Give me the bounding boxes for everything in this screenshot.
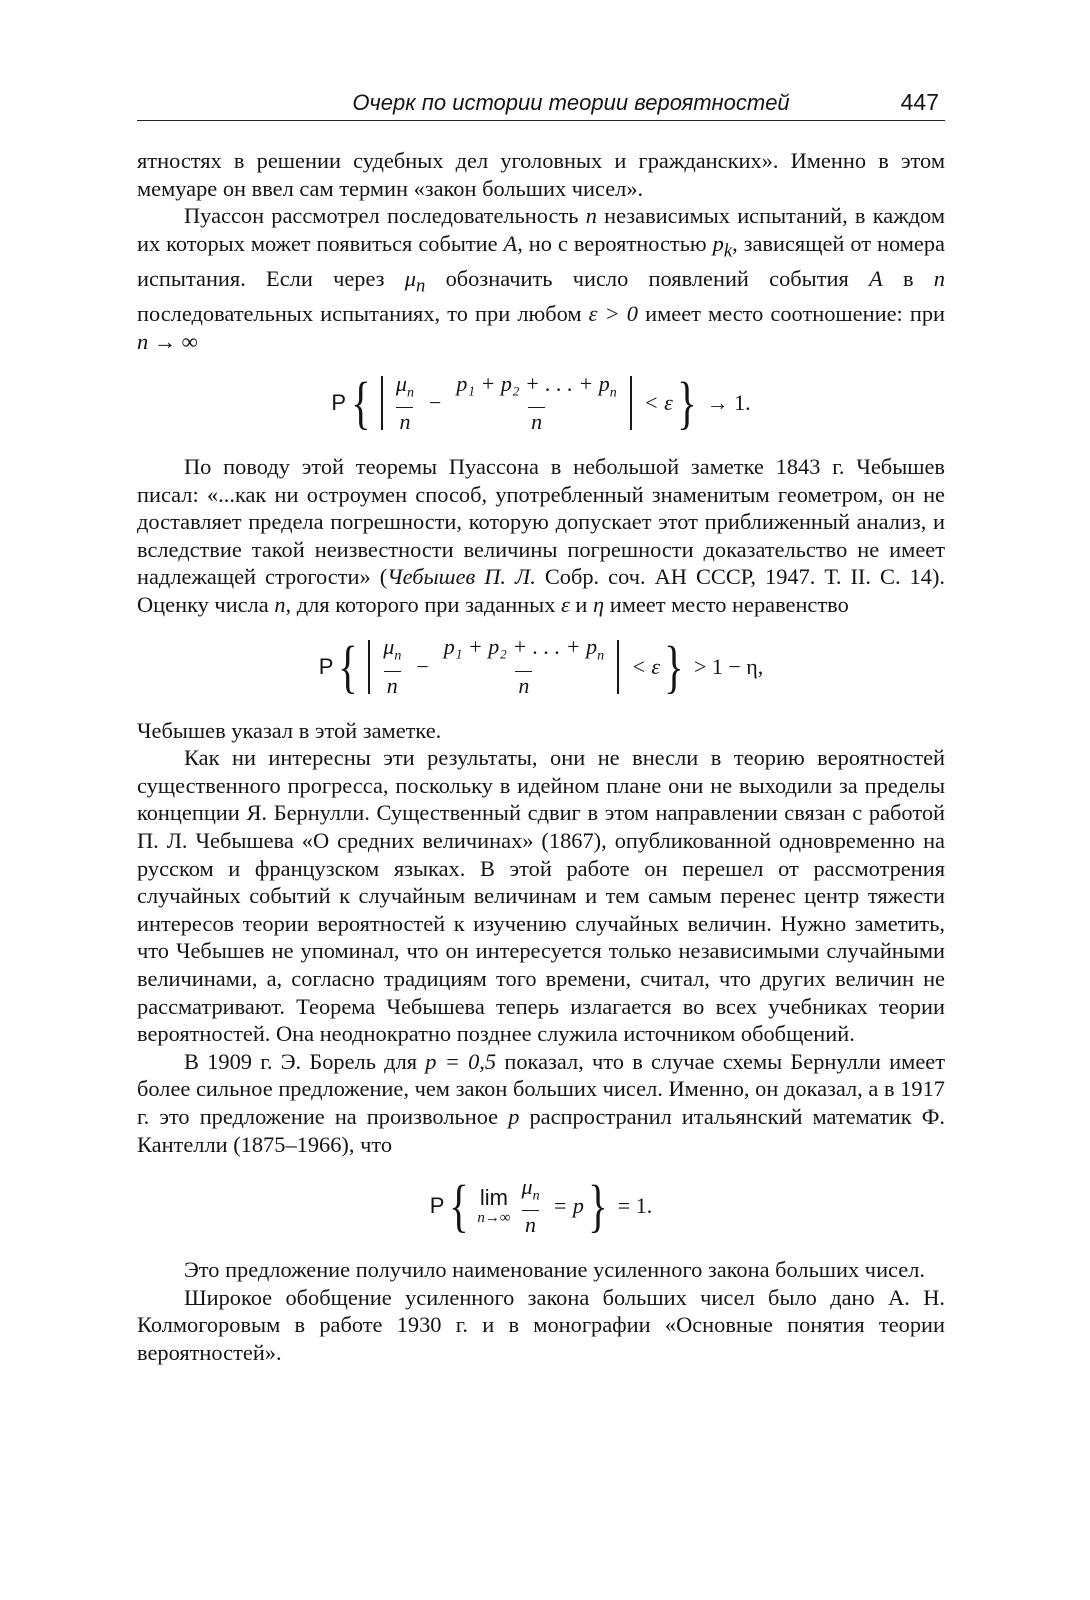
math-denominator: n <box>396 407 413 434</box>
math-subscript: n <box>406 385 414 401</box>
text-run: Пуассон рассмотрел последовательность <box>184 203 586 229</box>
formula-poisson <box>137 365 945 441</box>
fraction-mu-n <box>519 1175 543 1237</box>
paragraph-5: Как ни интересны эти результаты, они не внесли в теорию вероятностей существенного прогресса, поскольку в идейном плане они не выходили за пределы концепции Я. Бернулли. Существенный сдвиг в этом направлении связан с работой П. Л. Чебышева «О средних величинах» (1867), опубликованной одновременно на русском и французском языках. В этой работе он перешел от рассмотрения случайных событий к случайным величинам и тем самым перенес центр тяжести интересов теории вероятностей к изучению случайных величин. Нужно заметить, что Чебышев не упоминал, что он интересуется только независимыми случайными величинами, а, согласно традициям того времени, считал, что других величин не рассматривают. Теорема Чебышева теперь излагается во всех учебниках теории вероятностей. Она неоднократно позднее служила источником обобщений. <box>137 745 945 1047</box>
limit-operator <box>477 1186 510 1226</box>
fraction-sum <box>441 635 607 697</box>
math-sum: p₁ + p₂ + . . . + p <box>443 634 598 660</box>
formula-strong-law <box>137 1168 945 1244</box>
math-p-value: p = 0,5 <box>425 1048 497 1074</box>
left-brace: { <box>338 633 359 699</box>
math-subscript: n <box>609 385 617 401</box>
text-run: Собр. соч. АН СССР, 1947. Т. II. С. 14). Оценку числа <box>137 564 946 618</box>
math-tail: > 1 − η, <box>693 653 764 679</box>
text-run: и <box>569 592 594 618</box>
paragraph-8: Широкое обобщение усиленного закона больших чисел было дано А. Н. Колмогоровым в работе 1930 г. и в монографии «Основные понятия теории вероятностей». <box>137 1284 945 1365</box>
left-brace: { <box>449 1173 470 1239</box>
paragraph-4: Чебышев указал в этой заметке. <box>137 717 442 743</box>
text-run: По поводу этой теоремы Пуассона в небольшой заметке 1843 г. Чебышев писал: «...как ни остроумен способ, употребленный знаменитым геометром, он не доставляет предела погрешности, которую допускает этот приближенный анализ, и вследствие такой неизвестности величины погрешности доказательство не имеет надлежащей строгости» ( <box>137 454 945 590</box>
paragraph-2 <box>137 202 945 355</box>
page-number: 447 <box>900 89 939 115</box>
text-run: в <box>882 265 934 291</box>
abs-bar <box>617 640 619 694</box>
text-run: независимых испытаний, в каждом их которых может появиться событие <box>137 203 945 256</box>
right-brace: } <box>664 633 684 699</box>
minus-sign: − <box>416 653 429 679</box>
fraction-mu-n <box>393 372 417 434</box>
math-relation: = p <box>552 1193 584 1219</box>
math-tail: → 1. <box>706 390 751 416</box>
running-title: Очерк по истории теории вероятностей <box>352 90 790 115</box>
math-n: n <box>274 592 286 618</box>
lim-word: lim <box>479 1185 508 1211</box>
math-mu: μ <box>404 265 417 291</box>
math-relation: < ε <box>631 653 661 679</box>
abs-bar <box>381 376 383 430</box>
math-denominator: n <box>515 671 532 698</box>
math-subscript: k <box>723 240 733 262</box>
text-run: показал, что в случае схемы Бернулли имеет более сильное предложение, чем закон больших чисел. Именно, он доказал, а в 1917 г. это предложение на произвольное <box>137 1048 945 1129</box>
text-run: имеет место неравенство <box>604 592 849 618</box>
math-epsilon: ε > 0 <box>588 300 638 326</box>
abs-bar <box>630 376 632 430</box>
lim-subscript: n→∞ <box>477 1210 511 1227</box>
math-denominator: n <box>522 1210 539 1237</box>
prob-symbol: P <box>318 653 334 679</box>
math-subscript: n <box>597 648 605 664</box>
math-mu: μ <box>521 1173 533 1199</box>
paragraph-6 <box>137 1048 945 1158</box>
math-denominator: n <box>384 671 401 698</box>
paragraph-7: Это предложение получило наименование усиленного закона больших чисел. <box>184 1257 925 1283</box>
page-header <box>137 86 945 121</box>
text-run: последовательных испытаниях, то при любом <box>137 300 589 326</box>
prob-symbol: P <box>429 1193 445 1219</box>
text-run: обозначить число появлений события <box>425 265 870 291</box>
fraction-sum <box>453 372 619 434</box>
math-p: p <box>508 1103 520 1129</box>
math-A: A <box>869 265 883 291</box>
right-brace: } <box>588 1173 608 1239</box>
text-run: , зависящей от номера испытания. Если через <box>137 230 945 291</box>
text-run: В 1909 г. Э. Борель для <box>184 1048 426 1074</box>
math-subscript: n <box>394 648 402 664</box>
math-denominator: n <box>528 407 545 434</box>
math-mu: μ <box>395 370 407 396</box>
math-subscript: n <box>416 275 426 297</box>
math-eta: η <box>593 592 605 618</box>
text-run: , для которого при заданных <box>285 592 561 618</box>
minus-sign: − <box>428 390 442 416</box>
text-run: распространил итальянский математик Ф. Кантелли (1875–1966), что <box>137 1103 945 1157</box>
paragraph-1: ятностях в решении судебных дел уголовных и гражданских». Именно в этом мемуаре он ввел сам термин «закон больших чисел». <box>137 148 945 201</box>
text-run: имеет место соотношение: при <box>638 300 945 326</box>
math-tail: = 1. <box>617 1193 653 1219</box>
math-p: p <box>712 230 724 256</box>
math-mu: μ <box>383 634 395 660</box>
paragraph-3 <box>137 453 945 619</box>
right-brace: } <box>676 370 697 436</box>
body-text <box>137 147 945 1367</box>
math-limit: n → ∞ <box>137 328 198 354</box>
left-brace: { <box>351 370 371 436</box>
math-A: A <box>503 230 518 256</box>
math-n: n <box>585 203 597 229</box>
prob-symbol: P <box>331 390 347 416</box>
formula-chebyshev <box>137 629 945 705</box>
math-n: n <box>933 265 945 291</box>
math-sum: p₁ + p₂ + . . . + p <box>456 370 610 396</box>
fraction-mu-n <box>380 635 404 697</box>
text-run: , но с вероятностью <box>517 230 713 256</box>
math-subscript: n <box>532 1188 540 1204</box>
abs-bar <box>368 640 370 694</box>
citation-author: Чебышев П. Л. <box>387 564 536 590</box>
math-epsilon: ε <box>561 592 570 618</box>
math-relation: < ε <box>643 390 673 416</box>
